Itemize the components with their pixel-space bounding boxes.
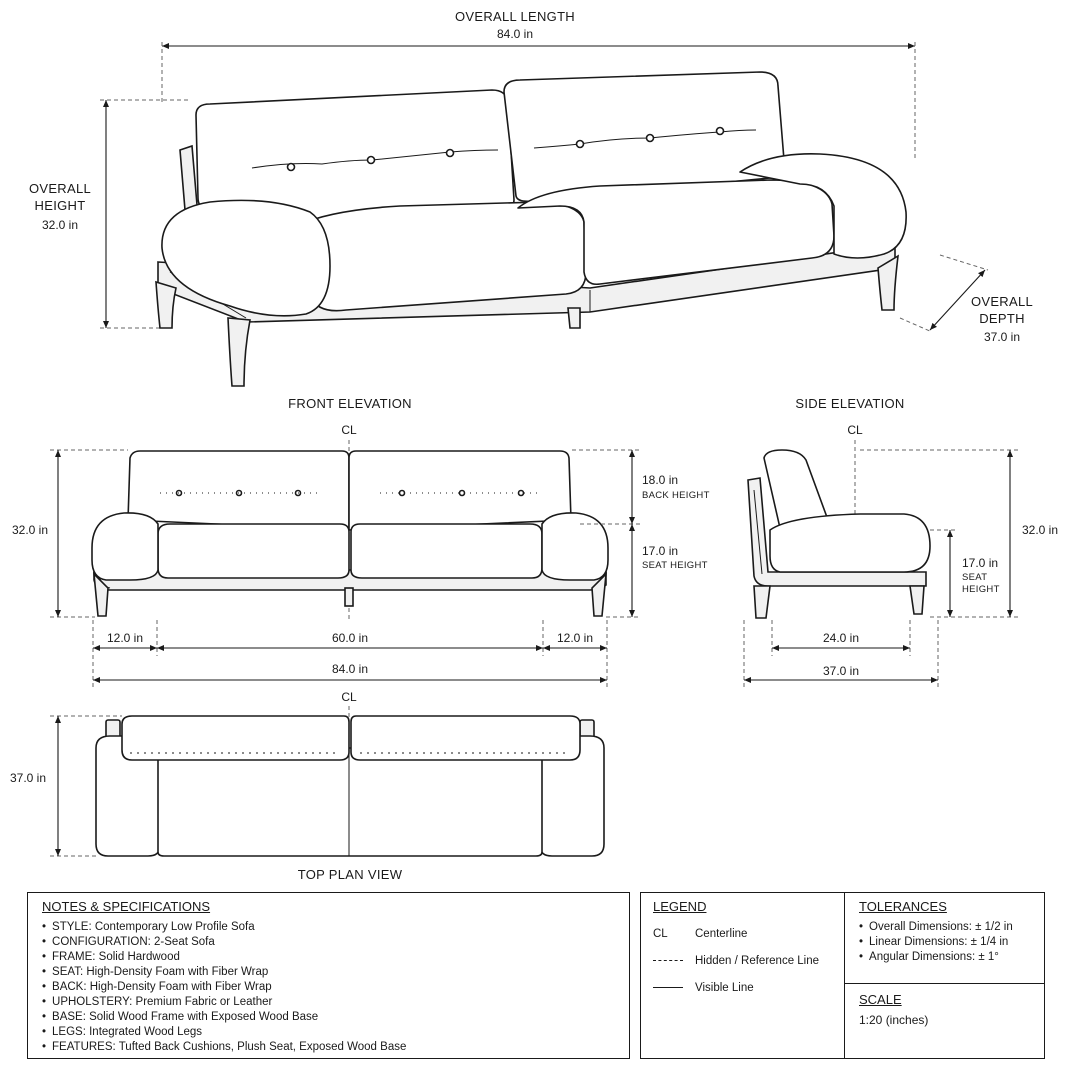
seat-cushion: [770, 514, 930, 572]
overall-height-label: HEIGHT: [34, 198, 86, 213]
legend-row-hidden: [653, 947, 832, 974]
note-item: • UPHOLSTERY: Premium Fabric or Leather: [42, 995, 615, 1010]
note-item: • CONFIGURATION: 2-Seat Sofa: [42, 935, 615, 950]
overall-depth-label: OVERALL: [970, 294, 1034, 309]
front-overall-height-value: 32.0 in: [11, 523, 49, 537]
seat-cushion-left: [296, 202, 586, 311]
leg: [568, 308, 580, 328]
top-plan-view: [10, 690, 604, 882]
tolerance-item: • Linear Dimensions: ± 1/4 in: [859, 935, 1030, 950]
leg: [345, 588, 353, 606]
hidden-line-legend-label: Hidden / Reference Line: [695, 954, 820, 967]
note-item: • FRAME: Solid Hardwood: [42, 950, 615, 965]
solid-line-symbol: [653, 987, 683, 988]
scale-title: SCALE: [859, 992, 902, 1007]
overall-length-value: 84.0 in: [496, 27, 534, 41]
top-centerline-label: CL: [341, 690, 357, 704]
note-item: • FEATURES: Tufted Back Cushions, Plush Seat, Exposed Wood Base: [42, 1040, 615, 1055]
seat-height-value: 17.0 in: [642, 544, 679, 558]
legend-panel: [640, 892, 845, 1059]
sofa-perspective: [156, 72, 906, 386]
arm-right-width-value: 12.0 in: [556, 631, 594, 645]
side-overall-height-value: 32.0 in: [1021, 523, 1059, 537]
overall-depth-value: 37.0 in: [983, 330, 1021, 344]
leg: [754, 586, 770, 618]
side-seat-height-label: HEIGHT: [962, 584, 1000, 595]
side-overall-depth-value: 37.0 in: [822, 664, 860, 678]
sofa-top: [96, 716, 604, 856]
side-elevation-view: [744, 396, 1058, 688]
notes-panel: [27, 892, 630, 1059]
note-item: • BACK: High-Density Foam with Fiber Wrap: [42, 980, 615, 995]
side-seat-height-value: 17.0 in: [962, 556, 999, 570]
top-plan-title: TOP PLAN VIEW: [297, 867, 403, 882]
scale-panel: [844, 983, 1045, 1059]
visible-line-legend-label: Visible Line: [695, 981, 754, 994]
sofa-front: [92, 451, 608, 616]
centerline-legend-label: Centerline: [695, 927, 748, 940]
legend-row-visible: [653, 974, 832, 1001]
legend-title: LEGEND: [653, 899, 707, 914]
arm-right: [542, 513, 608, 580]
side-elevation-title: SIDE ELEVATION: [795, 396, 905, 411]
front-elevation-title: FRONT ELEVATION: [288, 396, 412, 411]
side-centerline-label: CL: [847, 423, 863, 437]
note-item: • SEAT: High-Density Foam with Fiber Wrap: [42, 965, 615, 980]
centerline-symbol: CL: [653, 927, 668, 940]
tolerance-item: • Angular Dimensions: ± 1°: [859, 950, 1030, 965]
front-elevation-view: [12, 396, 710, 688]
note-item: • BASE: Solid Wood Frame with Exposed Wood Base: [42, 1010, 615, 1025]
overall-length-label: OVERALL LENGTH: [454, 9, 576, 24]
tolerances-list: [859, 920, 1030, 965]
legend-row-centerline: [653, 920, 832, 947]
extension-line: [940, 255, 988, 270]
notes-title: NOTES & SPECIFICATIONS: [42, 899, 211, 914]
seat-height-label: SEAT HEIGHT: [642, 560, 708, 571]
note-item: • STYLE: Contemporary Low Profile Sofa: [42, 920, 615, 935]
tolerances-panel: [844, 892, 1045, 984]
tolerances-title: TOLERANCES: [859, 899, 947, 914]
leg: [228, 318, 250, 386]
overall-depth-label: DEPTH: [979, 311, 1025, 326]
back-height-value: 18.0 in: [642, 473, 679, 487]
overall-height-value: 32.0 in: [41, 218, 79, 232]
tolerance-item: • Overall Dimensions: ± 1/2 in: [859, 920, 1030, 935]
centerline-label: CL: [341, 423, 357, 437]
back-height-label: BACK HEIGHT: [642, 490, 710, 501]
overall-height-label: OVERALL: [28, 181, 92, 196]
front-overall-length-value: 84.0 in: [331, 662, 369, 676]
extension-line: [900, 318, 932, 332]
perspective-view: [29, 9, 1033, 386]
sofa-side: [748, 450, 930, 618]
leg: [910, 586, 924, 614]
note-item: • LEGS: Integrated Wood Legs: [42, 1025, 615, 1040]
seat-width-value: 60.0 in: [331, 631, 369, 645]
seat-cushion-right: [351, 524, 542, 578]
scale-value: 1:20 (inches): [859, 1013, 929, 1027]
seat-depth-value: 24.0 in: [822, 631, 860, 645]
leg: [156, 282, 176, 328]
side-seat-height-label: SEAT: [962, 572, 988, 583]
arm-left-width-value: 12.0 in: [106, 631, 144, 645]
arm-left: [92, 513, 158, 580]
seat-cushion-left: [158, 524, 349, 578]
notes-list: [42, 920, 615, 1055]
top-overall-depth-value: 37.0 in: [9, 771, 47, 785]
dashed-line-symbol: [653, 960, 683, 961]
seat-area: [158, 748, 542, 856]
